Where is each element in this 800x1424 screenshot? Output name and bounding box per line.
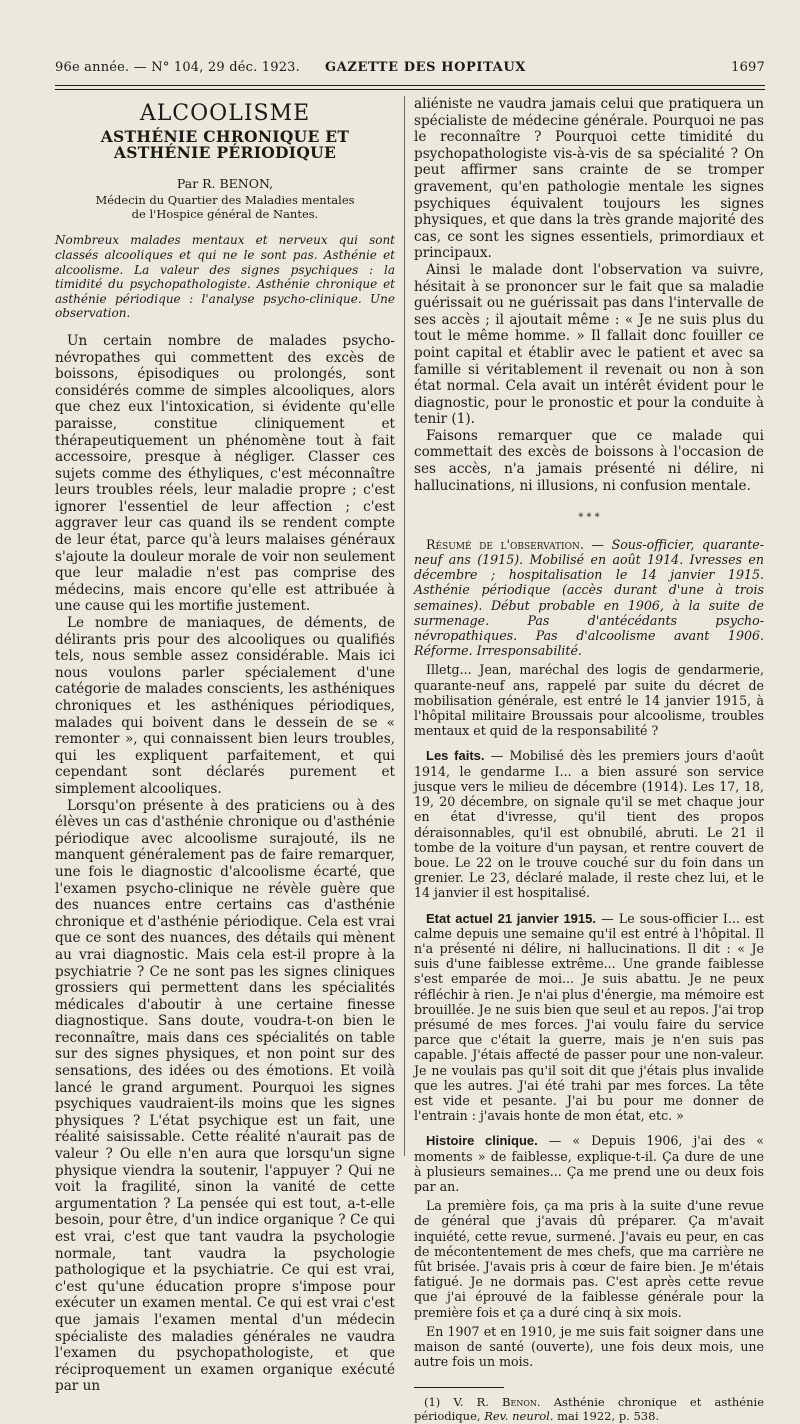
current-state-paragraph	[414, 911, 764, 1124]
facts-paragraph	[414, 748, 764, 900]
footnote-number: (1)	[424, 1395, 441, 1410]
body-paragraph: aliéniste ne vaudra jamais celui que pratiquera un spécialiste de médecine générale. Pourquoi ne pas le reconnaître ? Pourquoi cette timidité du psychopathologiste vis-à-vis de sa spécialité ? On peut affirmer sans crainte de se tromper gravement, qu'en pathologie mentale les signes psychiques équivalent toujours les signes physiques, et que dans la très grande majorité des cas, ce sont les signes essentiels, primordiaux et principaux.	[414, 96, 764, 262]
article-subtitle: ASTHÉNIE CHRONIQUE ET ASTHÉNIE PÉRIODIQUE	[100, 126, 350, 163]
observation-summary	[414, 537, 764, 659]
journal-title: GAZETTE DES HOPITAUX	[325, 60, 526, 75]
observation-section	[414, 537, 764, 1370]
body-paragraph: Le nombre de maniaques, de déments, de délirants pris pour des alcooliques ou qualifiés tels, nous semble assez considérable. Mais ici nous voulons parler spécialement d'une catégorie de malades conscients, les asthéniques chroniques et les asthéniques périodiques, malades qui boivent dans le dessein de se « remonter », qui connaissent bien leurs troubles, qui les expliquent parfaitement, et qui cependant sont déclarés purement et simplement alcooliques.	[55, 615, 395, 797]
article-abstract: Nombreux malades mentaux et nerveux qui sont classés alcooliques et qui ne le sont pas. Asthénie et alcoolisme. La valeur des signes psychiques : la timidité du psychopathologiste. Asthénie chronique et asthénie périodique : l'analyse psycho-clinique. Une observation.	[55, 233, 395, 321]
footnote-rule	[414, 1387, 504, 1388]
summary-text: — Sous-officier, quarante-neuf ans (1915). Mobilisé en août 1914. Ivresses en décembre ; hospitalisation le 14 janvier 1915. Asthénie périodique (accès durant d'une à trois semaines). Début probable en 1906, à la suite de surmenage. Pas d'antécédants psycho-névropathiques. Pas d'alcoolisme avant 1906. Réforme. Irresponsabilité.	[414, 536, 764, 659]
current-state-heading: Etat actuel 21 janvier 1915.	[426, 910, 596, 926]
header-rule-bottom	[55, 89, 765, 90]
footnote-detail: mai 1922, p. 538.	[557, 1409, 660, 1423]
facts-heading: Les faits.	[426, 748, 485, 764]
issue-info: 96e année. — N° 104, 29 déc. 1923.	[55, 60, 300, 75]
footnote-journal: Rev. neurol.	[484, 1409, 554, 1423]
clinical-history-paragraph-2: La première fois, ça ma pris à la suite d'une revue de général que j'avais dû préparer. Ça m'avait inquiété, cette revue, surmené. J'avais eu peur, en cas de mécontentement de mes chefs, que ma carrière ne fût brisée. J'avais pris à cœur de faire bien. Je m'étais fatigué. Je ne dormais pas. C'est après cette revue que j'ai éprouvé de la faiblesse générale pour la première fois et ça a duré cinq à six mois.	[414, 1198, 764, 1320]
current-state-text: — Le sous-officier I... est calme depuis une semaine qu'il est entré à l'hôpital. Il n'a présenté ni délire, ni hallucinations. Il dit : « Je suis d'une faiblesse extrême... Une grande faiblesse s'est emparée de moi... Je suis abattu. Je ne peux réfléchir à rien. Je n'ai plus d'énergie, ma mémoire est brouillée. Je ne suis bien que seul et au repos. J'ai trop présumé de mes forces. J'ai voulu faire du service parce que c'était la guerre, mais je n'en suis pas capable. J'étais affecté de passer pour une non-valeur. Je ne voulais pas qu'il soit dit que j'étais plus invalide que les autres. J'ai été trahi par mes forces. La tête est vide et pesante. J'ai bu pour me donner de l'entrain : j'avais honte de mon état, etc. »	[414, 910, 764, 1124]
body-paragraph: Lorsqu'on présente à des praticiens ou à des élèves un cas d'asthénie chronique ou d'asthénie périodique avec alcoolisme surajouté, ils ne manquent généralement pas de faire remarquer, une fois le diagnostic d'alcoolisme écarté, que l'examen psycho-clinique ne révèle guère que des nuances entre certains cas d'asthénie chronique et d'asthénie périodique. Cela est vrai que ce sont des nuances, des détails qui mènent au vrai diagnostic. Mais cela est-il propre à la psychiatrie ? Ce ne sont pas les signes cliniques grossiers qui permettent dans les spécialités médicales d'aboutir à une certaine finesse diagnostique. Sans doute, voudra-t-on bien le reconnaître, mais dans ces spécialités on table sur des signes physiques, et non point sur des sensations, des idées ou des émotions. Et voilà lancé le grand argument. Pourquoi les signes psychiques vaudraient-ils moins que les signes physiques ? L'état psychique est un fait, une réalité saisissable. Cette réalité n'aurait pas de valeur ? Ou elle n'en aura que lorsqu'un signe physique viendra la soutenir, l'appuyer ? Qui ne voit la fragilité, sinon la vanité de cette argumentation ? La pensée qui est tout, a-t-elle besoin, pour être, d'un indice organique ? Ce qui est vrai, c'est que tant vaudra la psychologie normale, tant vaudra la psychologie pathologique et la psychiatrie. Ce qui est vrai, c'est qu'une éducation propre s'impose pour exécuter un examen mental. Ce qui est vrai c'est que jamais l'examen mental d'un médecin spécialiste des maladies générales ne vaudra l'examen du psychopathologiste, et que réciproquement un examen organique exécuté par un	[55, 797, 395, 1395]
author-affiliation	[55, 194, 395, 221]
summary-label: Résumé de l'observation.	[426, 536, 584, 552]
clinical-history-text: — « Depuis 1906, j'ai des « moments » de faiblesse, explique-t-il. Ça dure de une à plusieurs semaines... Ça me prend une ou deux fois par an.	[414, 1133, 764, 1194]
clinical-history-heading: Histoire clinique.	[426, 1133, 538, 1149]
affiliation-line-1: Médecin du Quartier des Maladies mentales	[95, 193, 355, 208]
header-rule-top	[55, 85, 765, 86]
author-byline: Par R. BENON,	[176, 175, 274, 191]
facts-text: — Mobilisé dès les premiers jours d'août 1914, le gendarme I... a bien assuré son service jusque vers le milieu de décembre (1914). Les 17, 18, 19, 20 décembre, on signale qu'il se met chaque jour en état d'ivresse, qu'il tient des propos déraisonnables, qu'il est obnubilé, abruti. Le 21 il tombe de la voiture d'un paysan, et rentre couvert de boue. Le 22 on le trouve couché sur du foin dans un grenier. Le 23, déclaré malade, il reste chez lui, et le 14 janvier il est hospitalisé.	[414, 748, 764, 901]
left-column	[55, 96, 395, 1395]
footnote-title: Asthénie chronique et asthénie périodique,	[414, 1395, 765, 1423]
patient-intro: Illetg... Jean, maréchal des logis de gendarmerie, quarante-neuf ans, rappelé par suite du décret de mobilisation générale, est entré le 14 janvier 1915, à l'hôpital militaire Broussais pour alcoolisme, troubles mentaux et quid de la responsabilité ?	[414, 662, 764, 739]
footnote	[414, 1396, 764, 1423]
body-paragraph: Faisons remarquer que ce malade qui commettait des excès de boissons à l'occasion de ses accès, n'a jamais présenté ni délire, ni hallucinations, ni illusions, ni confusion mentale.	[414, 427, 764, 494]
affiliation-line-2: de l'Hospice général de Nantes.	[131, 206, 319, 221]
body-paragraph: Un certain nombre de malades psycho-névropathes qui commettent des excès de boissons, épisodiques ou prolongés, sont considérés comme de simples alcooliques, alors que chez eux l'intoxication, si évidente qu'elle paraisse, constitue cliniquement et thérapeutiquement un phénomène tout à fait accessoire, presque à négliger. Classer ces sujets comme des éthyliques, c'est méconnaître leurs troubles réels, leur maladie propre ; c'est ignorer l'essentiel de leur affection ; c'est aggraver leur cas quand ils se rendent compte de leur état, parce qu'à leurs malaises généraux s'ajoute la douleur morale de voir non seulement que leur maladie n'est pas comprise des médecins, mais encore qu'elle est attribuée à une cause qui les mortifie justement.	[55, 332, 395, 615]
clinical-history-paragraph	[414, 1133, 764, 1194]
section-separator: * * *	[578, 512, 600, 524]
column-divider	[404, 96, 405, 1156]
footnote-author: V. R. Benon.	[453, 1395, 541, 1410]
clinical-history-paragraph-3: En 1907 et en 1910, je me suis fait soigner dans une maison de santé (ouverte), une fois deux mois, une autre fois un mois.	[414, 1323, 764, 1370]
body-paragraph: Ainsi le malade dont l'observation va suivre, hésitait à se prononcer sur le fait que sa maladie guérissait ou ne guérissait pas dans l'intervalle de ses accès ; il ajoutait même : « Je ne suis plus du tout le même homme. » Il fallait donc fouiller ce point capital et établir avec le patient et avec sa famille si véritablement il revenait ou non à son état normal. Cela avait un intérêt évident pour le diagnostic, pour le pronostic et pour la conduite à tenir (1).	[414, 261, 764, 428]
page-number: 1697	[731, 60, 765, 75]
right-column	[414, 96, 764, 1424]
running-head	[55, 60, 765, 82]
article-title: ALCOOLISME	[139, 101, 311, 126]
